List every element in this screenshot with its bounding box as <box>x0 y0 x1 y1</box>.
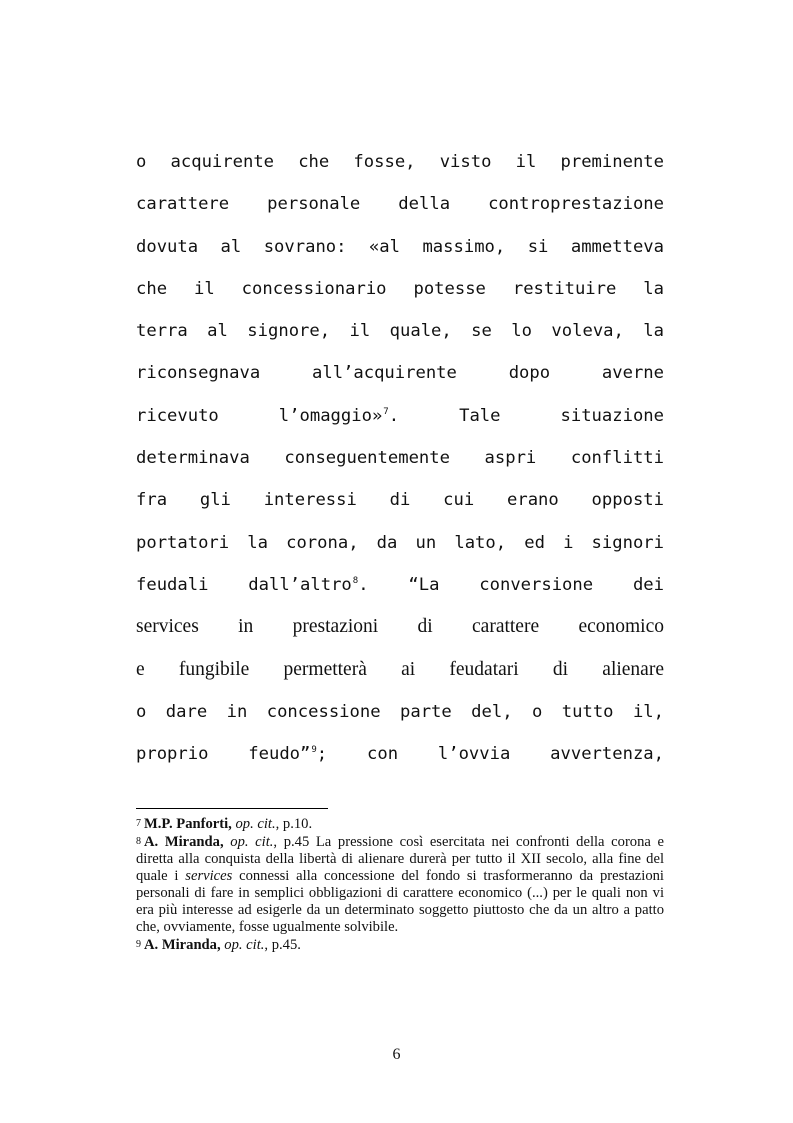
text-line: o dare in concessione parte del, o tutto il, <box>136 701 664 722</box>
text-line: dovuta al sovrano: «al massimo, si ammetteva <box>136 236 664 257</box>
footnote-author: M.P. Panforti, <box>144 816 232 832</box>
footnote-ref-9[interactable]: 9 <box>311 745 317 756</box>
text-segment: ricevuto l’omaggio» <box>136 405 383 426</box>
text-line: determinava conseguentemente aspri conflitti <box>136 448 664 469</box>
footnote-italic: services <box>185 868 233 884</box>
text-segment: ; con l’ovvia avvertenza, <box>316 744 664 765</box>
footnotes <box>136 815 664 954</box>
footnote-text: , p.45 La pressione così esercitata nei confronti della corona e diretta alla conquista della libertà di alienare durerà per tutto il XII secolo, alla fine del quale i <box>136 834 664 884</box>
footnote-author: A. Miranda, <box>144 834 224 850</box>
text-line: carattere personale della controprestazione <box>136 194 664 215</box>
footnote-ref-7[interactable]: 7 <box>383 406 389 417</box>
text-line: terra al signore, il quale, se lo voleva, la <box>136 321 664 342</box>
text-line <box>136 733 664 775</box>
text-line <box>136 564 664 606</box>
footnote-text: connessi alla concessione del fondo si trasformeranno da prestazioni personali di fare in semplici obbligazioni di carattere economico (...) per le quali non vi era più interesse ad esigerle da un determinato soggetto piuttosto che da un altro a patto che, ovviamente, fosse ugualmente solvibile. <box>136 868 664 935</box>
text-line: o acquirente che fosse, visto il preminente <box>136 152 664 172</box>
text-line: riconsegnava all’acquirente dopo averne <box>136 363 664 384</box>
footnote-ref-8[interactable]: 8 <box>352 575 359 586</box>
footnote-number: 7 <box>136 818 141 829</box>
footnote-9 <box>136 936 664 954</box>
text-line <box>136 395 664 437</box>
text-segment: . Tale situazione <box>388 405 664 426</box>
footnote-author: A. Miranda, <box>144 937 221 953</box>
text-line: fra gli interessi di cui erano opposti <box>136 490 664 511</box>
text-segment: . “La conversione dei <box>358 574 664 595</box>
footnote-text: , p.10. <box>275 816 313 832</box>
text-segment: proprio feudo” <box>136 744 311 765</box>
body-text <box>136 141 664 775</box>
text-line: e fungibile permetterà ai feudatari di alienare <box>136 658 664 680</box>
footnote-text: , p.45. <box>264 937 301 953</box>
text-line: portatori la corona, da un lato, ed i signori <box>136 532 664 553</box>
footnote-7 <box>136 815 664 833</box>
page-number: 6 <box>392 1046 401 1063</box>
footnote-number: 9 <box>136 939 141 950</box>
text-line: services in prestazioni di carattere economico <box>136 616 664 638</box>
footnote-work: op. cit. <box>224 937 265 953</box>
footnote-separator <box>136 808 328 809</box>
text-segment: feudali dall’altro <box>136 574 352 595</box>
text-line: che il concessionario potesse restituire la <box>136 278 664 299</box>
footnote-work: op. cit. <box>230 834 274 850</box>
footnote-8 <box>136 833 664 936</box>
footnote-number: 8 <box>136 836 141 847</box>
footnote-work: op. cit. <box>235 816 276 832</box>
